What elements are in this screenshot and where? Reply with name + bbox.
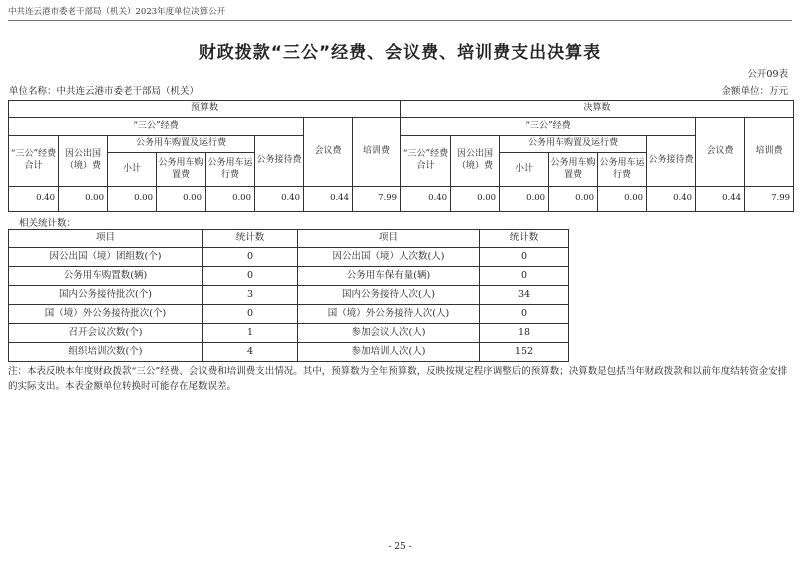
budget-total-header: “三公”经费合计 xyxy=(9,136,59,187)
stats-label: 相关统计数： xyxy=(19,218,77,229)
actual-operation-value: 0.00 xyxy=(598,187,647,212)
stats-count: 0 xyxy=(203,267,298,286)
stats-count: 0 xyxy=(203,248,298,267)
stats-header-count: 统计数 xyxy=(480,230,569,248)
budget-meeting-value: 0.44 xyxy=(304,187,353,212)
table-row xyxy=(9,286,569,305)
budget-meeting-header: 会议费 xyxy=(304,118,353,187)
budget-header: 预算数 xyxy=(9,101,401,118)
table-row xyxy=(9,187,794,212)
budget-abroad-value: 0.00 xyxy=(59,187,108,212)
budget-purchase-value: 0.00 xyxy=(157,187,206,212)
stats-table xyxy=(8,229,569,362)
stats-item: 国内公务接待人次(人) xyxy=(298,286,480,305)
actual-purchase-value: 0.00 xyxy=(549,187,598,212)
budget-operation-header: 公务用车运行费 xyxy=(206,153,255,187)
budget-reception-header: 公务接待费 xyxy=(255,136,304,187)
page-title: 财政拨款“三公”经费、会议费、培训费支出决算表 xyxy=(198,43,602,63)
form-number: 公开09表 xyxy=(747,69,788,80)
budget-operation-value: 0.00 xyxy=(206,187,255,212)
page-number: - 25 - xyxy=(388,542,412,552)
stats-item: 参加会议人次(人) xyxy=(298,324,480,343)
stats-header-row xyxy=(9,230,569,248)
stats-item: 因公出国（境）人次数(人) xyxy=(298,248,480,267)
stats-item: 公务用车保有量(辆) xyxy=(298,267,480,286)
stats-count: 0 xyxy=(480,248,569,267)
stats-count: 152 xyxy=(480,343,569,362)
stats-header-count: 统计数 xyxy=(203,230,298,248)
stats-count: 0 xyxy=(480,305,569,324)
actual-vehicle-header: 公务用车购置及运行费 xyxy=(500,136,647,153)
actual-operation-header: 公务用车运行费 xyxy=(598,153,647,187)
actual-abroad-header: 因公出国（境）费 xyxy=(451,136,500,187)
header-rule xyxy=(8,20,792,21)
budget-purchase-header: 公务用车购置费 xyxy=(157,153,206,187)
actual-abroad-value: 0.00 xyxy=(451,187,500,212)
actual-meeting-header: 会议费 xyxy=(696,118,745,187)
actual-reception-value: 0.40 xyxy=(647,187,696,212)
budget-training-header: 培训费 xyxy=(353,118,401,187)
table-note: 注：本表反映本年度财政拨款“三公”经费、会议费和培训费支出情况。其中，预算数为全年预算数，反映按规定程序调整后的预算数；决算数是包括当年财政拨款和以前年度结转资金安排的实际支出。本表金额单位转换时可能存在尾数误差。 xyxy=(8,366,788,392)
actual-header: 决算数 xyxy=(401,101,794,118)
amount-unit: 金额单位：万元 xyxy=(721,86,788,97)
actual-total-value: 0.40 xyxy=(401,187,451,212)
actual-purchase-header: 公务用车购置费 xyxy=(549,153,598,187)
unit-name: 单位名称：中共连云港市委老干部局（机关） xyxy=(9,86,200,97)
table-row xyxy=(9,267,569,286)
actual-subtotal-value: 0.00 xyxy=(500,187,549,212)
table-row xyxy=(9,343,569,362)
budget-reception-value: 0.40 xyxy=(255,187,304,212)
actual-reception-header: 公务接待费 xyxy=(647,136,696,187)
document-header: 中共连云港市委老干部局（机关）2023年度单位决算公开 xyxy=(8,7,226,17)
stats-item: 国（境）外公务接待人次(人) xyxy=(298,305,480,324)
stats-header-item: 项目 xyxy=(9,230,203,248)
stats-item: 组织培训次数(个) xyxy=(9,343,203,362)
actual-subtotal-header: 小计 xyxy=(500,153,549,187)
actual-meeting-value: 0.44 xyxy=(696,187,745,212)
table-row xyxy=(9,305,569,324)
actual-sangong-header: “三公”经费 xyxy=(401,118,696,136)
actual-training-header: 培训费 xyxy=(745,118,794,187)
stats-count: 0 xyxy=(203,305,298,324)
stats-count: 18 xyxy=(480,324,569,343)
stats-item: 公务用车购置数(辆) xyxy=(9,267,203,286)
budget-subtotal-value: 0.00 xyxy=(108,187,157,212)
stats-count: 34 xyxy=(480,286,569,305)
stats-item: 参加培训人次(人) xyxy=(298,343,480,362)
budget-subtotal-header: 小计 xyxy=(108,153,157,187)
budget-vehicle-header: 公务用车购置及运行费 xyxy=(108,136,255,153)
actual-training-value: 7.99 xyxy=(745,187,794,212)
budget-training-value: 7.99 xyxy=(353,187,401,212)
stats-count: 0 xyxy=(480,267,569,286)
stats-header-item: 项目 xyxy=(298,230,480,248)
unit-line xyxy=(9,83,788,97)
actual-total-header: “三公”经费合计 xyxy=(401,136,451,187)
stats-count: 4 xyxy=(203,343,298,362)
expense-table xyxy=(8,100,794,212)
budget-sangong-header: “三公”经费 xyxy=(9,118,304,136)
stats-count: 3 xyxy=(203,286,298,305)
stats-item: 国内公务接待批次(个) xyxy=(9,286,203,305)
stats-item: 因公出国（境）团组数(个) xyxy=(9,248,203,267)
budget-abroad-header: 因公出国（境）费 xyxy=(59,136,108,187)
budget-total-value: 0.40 xyxy=(9,187,59,212)
stats-item: 国（境）外公务接待批次(个) xyxy=(9,305,203,324)
table-row xyxy=(9,248,569,267)
stats-item: 召开会议次数(个) xyxy=(9,324,203,343)
table-row xyxy=(9,324,569,343)
stats-count: 1 xyxy=(203,324,298,343)
